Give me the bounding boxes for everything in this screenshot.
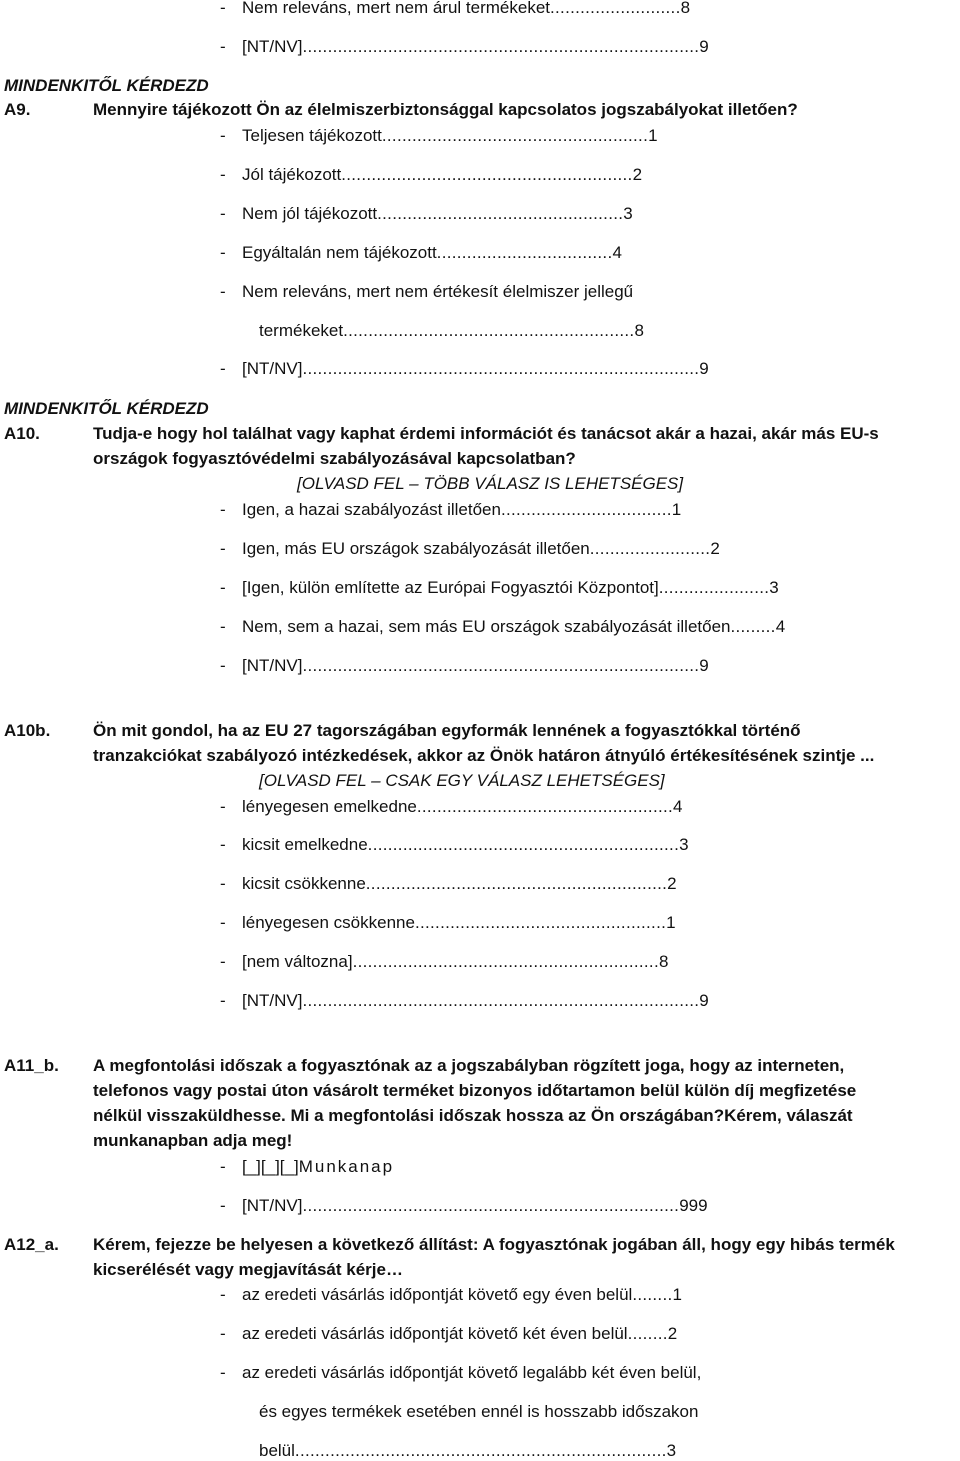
option-label: Nem, sem a hazai, sem más EU országok szabályozását illetően <box>242 617 731 636</box>
option-row <box>220 282 633 302</box>
dash: - <box>220 656 226 675</box>
everyone-label: MINDENKITŐL KÉRDEZD <box>4 76 209 95</box>
option-row <box>220 1324 677 1344</box>
interviewer-instruction: [OLVASD FEL – CSAK EGY VÁLASZ LEHETSÉGES] <box>259 771 665 790</box>
dash: - <box>220 913 226 932</box>
leader-dots: ............................................................. <box>352 952 659 971</box>
dash: - <box>220 0 226 17</box>
dash: - <box>220 539 226 558</box>
option-label: Jól tájékozott <box>242 165 342 184</box>
option-row <box>220 874 677 894</box>
option-label: kicsit csökkenne <box>242 874 366 893</box>
option-label: Egyáltalán nem tájékozott <box>242 243 437 262</box>
dash: - <box>220 617 226 636</box>
option-label: lényegesen emelkedne <box>242 797 417 816</box>
question-text: kicserélését vagy megjavítását kérje… <box>93 1260 403 1279</box>
option-row <box>259 321 644 341</box>
option-code: 4 <box>775 617 786 636</box>
option-code: 2 <box>667 1324 678 1343</box>
question-id: A9. <box>4 100 31 119</box>
dash: - <box>220 1285 226 1304</box>
question-text: telefonos vagy postai úton vásárolt terméket bizonyos időtartamon belül külön díj megfizetése <box>93 1081 857 1100</box>
dash: - <box>220 1157 226 1176</box>
option-code: 9 <box>699 359 709 378</box>
option-row <box>220 617 785 637</box>
option-label: az eredeti vásárlás időpontját követő legalább két éven belül, <box>242 1363 702 1382</box>
question-text: Tudja-e hogy hol találhat vagy kaphat érdemi információt és tanácsot akár a hazai, akár más EU-s <box>93 424 879 443</box>
leader-dots: .......................................................................... <box>294 1441 667 1460</box>
leader-dots: ........ <box>632 1285 673 1304</box>
question-id: A12_a. <box>4 1235 59 1254</box>
leader-dots: ............................................................................... <box>302 37 700 56</box>
option-label: [NT/NV] <box>242 37 303 56</box>
option-row <box>220 37 709 57</box>
leader-dots: .................................. <box>500 500 672 519</box>
everyone-label: MINDENKITŐL KÉRDEZD <box>4 399 209 418</box>
dash: - <box>220 835 226 854</box>
leader-dots: .............................................................. <box>367 835 680 854</box>
option-label: [NT/NV] <box>242 359 303 378</box>
option-code: 2 <box>632 165 643 184</box>
option-row <box>220 0 690 18</box>
question-id: A10b. <box>4 721 51 740</box>
option-row <box>220 913 676 933</box>
option-label: az eredeti vásárlás időpontját követő két éven belül <box>242 1324 628 1343</box>
option-code: 8 <box>634 321 644 340</box>
option-row <box>220 835 689 855</box>
option-label: Nem jól tájékozott <box>242 204 378 223</box>
option-code: 1 <box>666 913 676 932</box>
numeric-entry-row <box>220 1157 394 1177</box>
option-row <box>220 243 622 263</box>
option-row <box>220 797 683 817</box>
option-code: 9 <box>699 37 709 56</box>
option-code: 999 <box>679 1196 708 1215</box>
question-text: A megfontolási időszak a fogyasztónak az a jogszabályban rögzített joga, hogy az interneten, <box>93 1056 845 1075</box>
leader-dots: ............................................................................... <box>302 991 700 1010</box>
question-id: A11_b. <box>4 1056 59 1075</box>
option-label: Igen, más EU országok szabályozását illetően <box>242 539 590 558</box>
option-row <box>220 1196 708 1216</box>
option-label: lényegesen csökkenne <box>242 913 415 932</box>
dash: - <box>220 500 226 519</box>
dash: - <box>220 1324 226 1343</box>
option-label-continued: termékeket <box>259 321 344 340</box>
leader-dots: ............................................................................... <box>302 656 700 675</box>
numeric-entry-box[interactable]: [_][_][_] <box>242 1157 299 1176</box>
option-row <box>220 991 709 1011</box>
entry-unit: Munkanap <box>298 1157 395 1176</box>
option-row <box>220 359 709 379</box>
dash: - <box>220 1196 226 1215</box>
leader-dots: ........ <box>627 1324 668 1343</box>
question-text: Mennyire tájékozott Ön az élelmiszerbiztonsággal kapcsolatos jogszabályokat illetően? <box>93 100 798 119</box>
option-row <box>220 126 658 146</box>
dash: - <box>220 797 226 816</box>
option-row <box>220 578 779 598</box>
option-label-continued: és egyes termékek esetében ennél is hosszabb időszakon <box>259 1402 699 1421</box>
leader-dots: ................................................. <box>377 204 624 223</box>
dash: - <box>220 126 226 145</box>
leader-dots: ................................................... <box>416 797 674 816</box>
leader-dots: ........................................................................... <box>302 1196 680 1215</box>
question-text: munkanapban adja meg! <box>93 1131 293 1150</box>
question-text: nélkül visszaküldhesse. Mi a megfontolási időszak hossza az Ön országában?Kérem, válaszát <box>93 1106 853 1125</box>
leader-dots: ........................ <box>589 539 711 558</box>
dash: - <box>220 37 226 56</box>
option-row <box>220 165 642 185</box>
option-row <box>220 500 681 520</box>
option-label: [NT/NV] <box>242 656 303 675</box>
option-code: 1 <box>672 1285 682 1304</box>
option-code: 3 <box>769 578 779 597</box>
dash: - <box>220 952 226 971</box>
option-code: 8 <box>680 0 691 17</box>
question-text: Ön mit gondol, ha az EU 27 tagországában egyformák lennének a fogyasztókkal történő <box>93 721 801 740</box>
dash: - <box>220 874 226 893</box>
interviewer-instruction: [OLVASD FEL – TÖBB VÁLASZ IS LEHETSÉGES] <box>297 474 684 493</box>
option-label: kicsit emelkedne <box>242 835 368 854</box>
option-code: 9 <box>699 656 709 675</box>
question-id: A10. <box>4 424 40 443</box>
dash: - <box>220 165 226 184</box>
option-label: Nem releváns, mert nem árul termékeket <box>242 0 550 17</box>
option-code: 1 <box>671 500 682 519</box>
option-code: 3 <box>679 835 689 854</box>
leader-dots: ................................... <box>436 243 613 262</box>
option-label: Teljesen tájékozott <box>242 126 382 145</box>
option-label-continued: belül <box>259 1441 295 1460</box>
option-label: [NT/NV] <box>242 991 303 1010</box>
leader-dots: .................................................. <box>414 913 667 932</box>
dash: - <box>220 282 226 301</box>
option-code: 3 <box>623 204 633 223</box>
option-row <box>220 204 633 224</box>
dash: - <box>220 359 226 378</box>
dash: - <box>220 991 226 1010</box>
option-row <box>220 656 709 676</box>
leader-dots: .......................... <box>550 0 681 17</box>
leader-dots: .......................................................... <box>343 321 635 340</box>
option-label: Igen, a hazai szabályozást illetően <box>242 500 501 519</box>
option-code: 8 <box>658 952 669 971</box>
option-code: 4 <box>612 243 622 262</box>
question-text: Kérem, fejezze be helyesen a következő állítást: A fogyasztónak jogában áll, hogy egy hibás termék <box>93 1235 895 1254</box>
option-row <box>220 1363 701 1383</box>
option-code: 3 <box>666 1441 677 1460</box>
option-label: Nem releváns, mert nem értékesít élelmiszer jellegű <box>242 282 634 301</box>
option-row <box>220 1285 682 1305</box>
option-row <box>259 1402 698 1422</box>
question-text: országok fogyasztóvédelmi szabályozásával kapcsolatban? <box>93 449 576 468</box>
leader-dots: .......................................................... <box>341 165 633 184</box>
dash: - <box>220 578 226 597</box>
option-label: [nem változna] <box>242 952 353 971</box>
option-code: 2 <box>667 874 677 893</box>
option-row <box>259 1441 676 1461</box>
leader-dots: ...................... <box>658 578 770 597</box>
dash: - <box>220 204 226 223</box>
option-code: 9 <box>699 991 709 1010</box>
leader-dots: ......... <box>730 617 776 636</box>
option-code: 4 <box>673 797 683 816</box>
dash: - <box>220 243 226 262</box>
leader-dots: ............................................................................... <box>302 359 700 378</box>
leader-dots: ..................................................... <box>381 126 649 145</box>
option-code: 1 <box>648 126 658 145</box>
option-label: [NT/NV] <box>242 1196 303 1215</box>
option-code: 2 <box>710 539 720 558</box>
leader-dots: ............................................................ <box>365 874 668 893</box>
option-label: az eredeti vásárlás időpontját követő egy éven belül <box>242 1285 633 1304</box>
dash: - <box>220 1363 226 1382</box>
option-row <box>220 952 668 972</box>
option-label: [Igen, külön említette az Európai Fogyasztói Központot] <box>242 578 659 597</box>
question-text: tranzakciókat szabályozó intézkedések, akkor az Önök határon átnyúló értékesítésének szintje ... <box>93 746 875 765</box>
option-row <box>220 539 720 559</box>
